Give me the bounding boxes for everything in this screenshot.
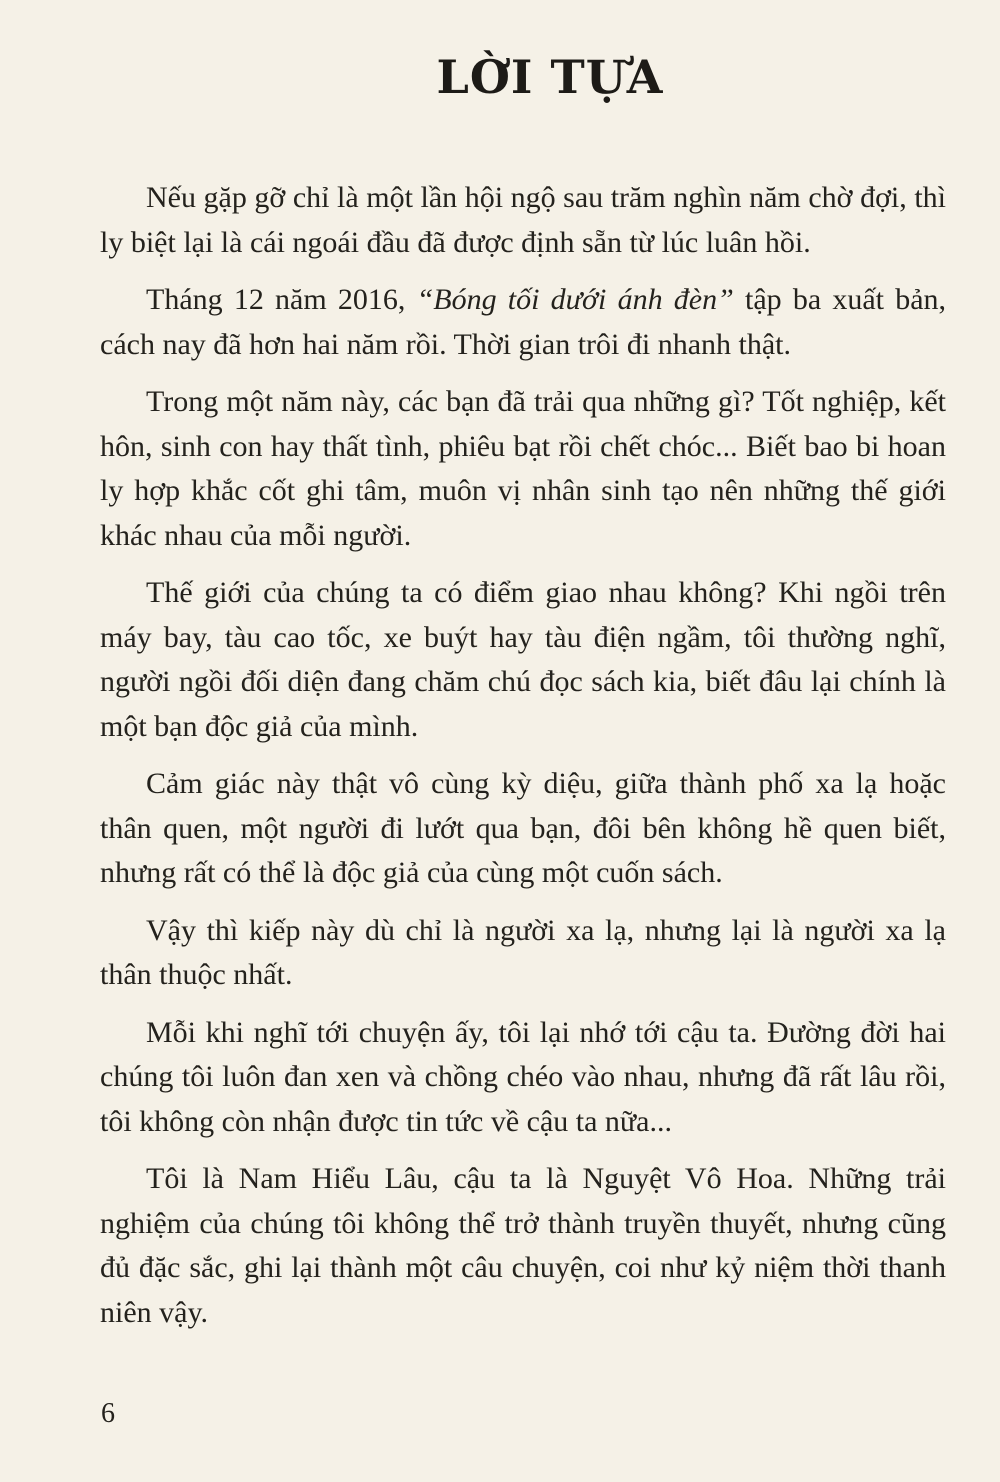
paragraph-5: Cảm giác này thật vô cùng kỳ diệu, giữa thành phố xa lạ hoặc thân quen, một người đi lướt qua bạn, đôi bên không hề quen biết, nhưng rất có thể là độc giả của cùng một cuốn sách. [100,767,946,889]
paragraph-8: Tôi là Nam Hiểu Lâu, cậu ta là Nguyệt Vô Hoa. Những trải nghiệm của chúng tôi không thể trở thành truyền thuyết, nhưng cũng đủ đặc sắc, ghi lại thành một câu chuyện, coi như kỷ niệm thời thanh niên vậy. [100,1162,946,1329]
page-number: 6 [101,1398,115,1429]
paragraph-3: Trong một năm này, các bạn đã trải qua những gì? Tốt nghiệp, kết hôn, sinh con hay thất tình, phiêu bạt rồi chết chóc... Biết bao bi hoan ly hợp khắc cốt ghi tâm, muôn vị nhân sinh tạo nên những thế giới khác nhau của mỗi người. [100,385,946,552]
paragraph-6: Vậy thì kiếp này dù chỉ là người xa lạ, nhưng lại là người xa lạ thân thuộc nhất. [100,913,946,991]
paragraph-1: Nếu gặp gỡ chỉ là một lần hội ngộ sau trăm nghìn năm chờ đợi, thì ly biệt lại là cái ngoái đầu đã được định sẵn từ lúc luân hồi. [100,181,946,259]
paragraph-4: Thế giới của chúng ta có điểm giao nhau không? Khi ngồi trên máy bay, tàu cao tốc, xe buýt hay tàu điện ngầm, tôi thường nghĩ, người ngồi đối diện đang chăm chú đọc sách kia, biết đâu lại chính là một bạn độc giả của mình. [100,576,946,743]
paragraph-7: Mỗi khi nghĩ tới chuyện ấy, tôi lại nhớ tới cậu ta. Đường đời hai chúng tôi luôn đan xen và chồng chéo vào nhau, nhưng đã rất lâu rồi, tôi không còn nhận được tin tức về cậu ta nữa... [100,1015,946,1138]
book-title-italic: “Bóng tối dưới ánh đèn” [416,283,734,316]
paragraph-2 [100,278,946,367]
paragraph-2-end: tập ba xuất bản, cách nay đã hơn hai năm rồi. Thời gian trôi đi nhanh thật. [100,283,947,361]
preface-body [100,176,946,1348]
page-title: LỜI TỰA [436,50,664,104]
paragraph-2-start: Tháng 12 năm 2016, [146,283,417,316]
